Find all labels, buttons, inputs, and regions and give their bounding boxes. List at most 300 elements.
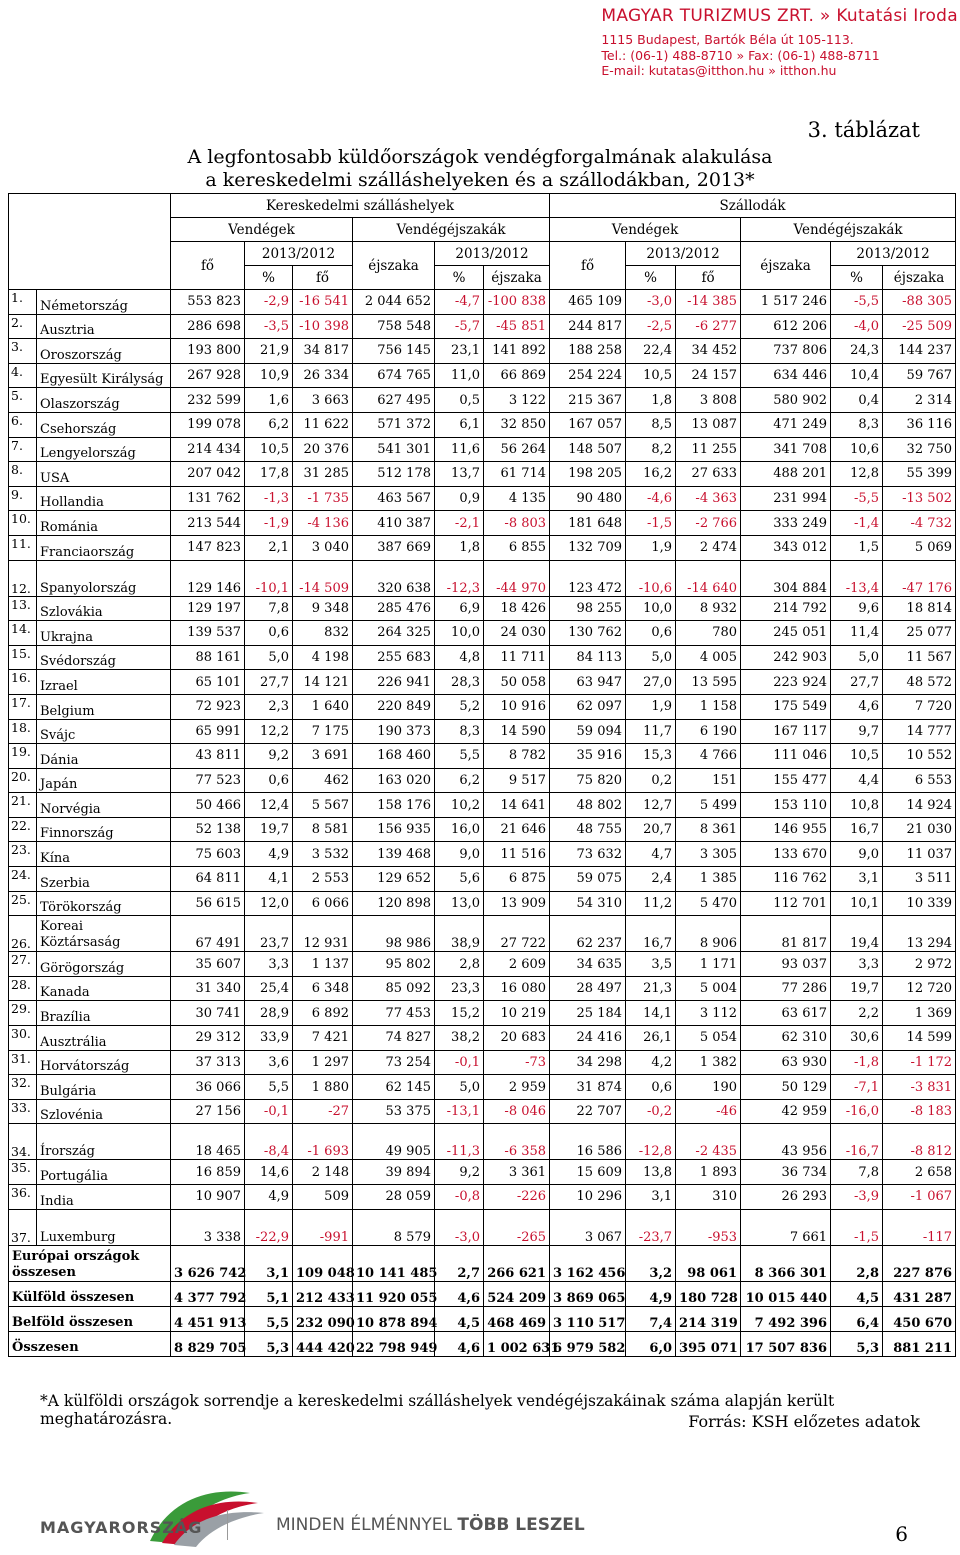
row-index: 27. [9, 952, 37, 977]
cell-value: 77 453 [353, 1001, 435, 1026]
cell-value: 50 129 [741, 1075, 831, 1100]
row-index: 26. [9, 916, 37, 952]
cell-value: 226 941 [353, 670, 435, 695]
cell-value: -8 183 [883, 1099, 956, 1124]
cell-value: -265 [484, 1209, 550, 1245]
cell-value: 14 121 [293, 670, 353, 695]
cell-value: 14,1 [626, 1001, 676, 1026]
cell-value: 2 972 [883, 952, 956, 977]
table-row [9, 437, 956, 462]
summary-row [9, 1306, 956, 1331]
table-row [9, 842, 956, 867]
cell-value: 10,5 [831, 744, 883, 769]
summary-value: 3,2 [626, 1245, 676, 1281]
cell-value: 9,7 [831, 719, 883, 744]
table-row [9, 1209, 956, 1245]
cell-value: 3 691 [293, 744, 353, 769]
cell-value: -5,5 [831, 486, 883, 511]
cell-value: 10,5 [626, 363, 676, 388]
cell-value: 31 340 [171, 976, 245, 1001]
cell-value: 5,0 [626, 645, 676, 670]
cell-value: 22,4 [626, 339, 676, 364]
cell-value: 10,9 [245, 363, 293, 388]
cell-value: 27 722 [484, 916, 550, 952]
table-row [9, 462, 956, 487]
cell-value: 5,0 [435, 1075, 484, 1100]
cell-value: 12,0 [245, 891, 293, 916]
cell-value: -10,1 [245, 560, 293, 596]
cell-value: 11,6 [435, 437, 484, 462]
country-name: Koreai Köztársaság [37, 916, 171, 952]
cell-value: 264 325 [353, 621, 435, 646]
row-index: 36. [9, 1185, 37, 1210]
cell-value: -10,6 [626, 560, 676, 596]
cell-value: 93 037 [741, 952, 831, 977]
cell-value: 4,9 [245, 842, 293, 867]
cell-value: 98 986 [353, 916, 435, 952]
cell-value: 6,2 [245, 412, 293, 437]
cell-value: 512 178 [353, 462, 435, 487]
table-row [9, 817, 956, 842]
cell-value: 214 792 [741, 596, 831, 621]
cell-value: 6 190 [676, 719, 741, 744]
cell-value: 220 849 [353, 694, 435, 719]
summary-value: 524 209 [484, 1281, 550, 1306]
country-name: Japán [37, 768, 171, 793]
cell-value: 11 622 [293, 412, 353, 437]
cell-value: 14 777 [883, 719, 956, 744]
cell-value: 5,0 [245, 645, 293, 670]
cell-value: 36 116 [883, 412, 956, 437]
country-name: Franciaország [37, 535, 171, 560]
summary-value: 881 211 [883, 1331, 956, 1356]
cell-value: 95 802 [353, 952, 435, 977]
row-index: 12. [9, 560, 37, 596]
cell-value: 10,5 [245, 437, 293, 462]
cell-value: 2 658 [883, 1160, 956, 1185]
cell-value: 674 765 [353, 363, 435, 388]
country-name: Kína [37, 842, 171, 867]
cell-value: -6 358 [484, 1124, 550, 1160]
cell-value: 36 734 [741, 1160, 831, 1185]
cell-value: -25 509 [883, 314, 956, 339]
cell-value: 53 375 [353, 1099, 435, 1124]
cell-value: 190 [676, 1075, 741, 1100]
cell-value: 85 092 [353, 976, 435, 1001]
cell-value: 207 042 [171, 462, 245, 487]
table-row [9, 867, 956, 892]
row-index: 24. [9, 867, 37, 892]
company-name: MAGYAR TURIZMUS ZRT. » Kutatási Iroda [601, 6, 958, 26]
cell-value: 14 599 [883, 1026, 956, 1051]
cell-value: 1 640 [293, 694, 353, 719]
cell-value: 16,7 [831, 817, 883, 842]
cell-value: 25 077 [883, 621, 956, 646]
cell-value: 33,9 [245, 1026, 293, 1051]
cell-value: 38,9 [435, 916, 484, 952]
cell-value: 129 197 [171, 596, 245, 621]
cell-value: -11,3 [435, 1124, 484, 1160]
header-nights-1: Vendégéjszakák [353, 218, 550, 242]
country-name: Szlovákia [37, 596, 171, 621]
cell-value: 5 069 [883, 535, 956, 560]
country-name: Svájc [37, 719, 171, 744]
data-table [8, 193, 956, 1357]
cell-value: 52 138 [171, 817, 245, 842]
row-index: 35. [9, 1160, 37, 1185]
cell-value: 14 590 [484, 719, 550, 744]
row-index: 29. [9, 1001, 37, 1026]
country-name: Törökország [37, 891, 171, 916]
country-name: Olaszország [37, 388, 171, 413]
cell-value: -117 [883, 1209, 956, 1245]
cell-value: 244 817 [550, 314, 626, 339]
cell-value: 11,7 [626, 719, 676, 744]
row-index: 20. [9, 768, 37, 793]
table-row [9, 1124, 956, 1160]
cell-value: 26,1 [626, 1026, 676, 1051]
cell-value: 21 030 [883, 817, 956, 842]
header-guests-1: Vendégek [171, 218, 353, 242]
summary-value: 109 048 [293, 1245, 353, 1281]
cell-value: -10 398 [293, 314, 353, 339]
cell-value: 2 553 [293, 867, 353, 892]
cell-value: 8 782 [484, 744, 550, 769]
summary-value: 11 920 055 [353, 1281, 435, 1306]
cell-value: -1,5 [831, 1209, 883, 1245]
cell-value: 16 080 [484, 976, 550, 1001]
table-row [9, 719, 956, 744]
table-row [9, 670, 956, 695]
summary-value: 8 366 301 [741, 1245, 831, 1281]
cell-value: 26 293 [741, 1185, 831, 1210]
table-row [9, 511, 956, 536]
cell-value: 0,6 [245, 621, 293, 646]
ribbon-logo-icon [130, 1479, 330, 1549]
cell-value: 25 184 [550, 1001, 626, 1026]
cell-value: -226 [484, 1185, 550, 1210]
country-name: Németország [37, 290, 171, 315]
cell-value: -1 067 [883, 1185, 956, 1210]
cell-value: 10,0 [435, 621, 484, 646]
cell-value: 3 663 [293, 388, 353, 413]
cell-value: 12 720 [883, 976, 956, 1001]
summary-value: 3 110 517 [550, 1306, 626, 1331]
cell-value: 4,6 [831, 694, 883, 719]
cell-value: 156 935 [353, 817, 435, 842]
cell-value: 151 [676, 768, 741, 793]
cell-value: -14 509 [293, 560, 353, 596]
cell-value: 343 012 [741, 535, 831, 560]
cell-value: 43 811 [171, 744, 245, 769]
summary-label: Külföld összesen [9, 1281, 171, 1306]
summary-row [9, 1245, 956, 1281]
cell-value: 65 101 [171, 670, 245, 695]
cell-value: 24 157 [676, 363, 741, 388]
header-pct: % [245, 266, 293, 290]
summary-value: 6,0 [626, 1331, 676, 1356]
cell-value: -46 [676, 1099, 741, 1124]
cell-value: 16 586 [550, 1124, 626, 1160]
cell-value: -14 640 [676, 560, 741, 596]
cell-value: 75 603 [171, 842, 245, 867]
cell-value: 333 249 [741, 511, 831, 536]
cell-value: 3,6 [245, 1050, 293, 1075]
cell-value: 153 110 [741, 793, 831, 818]
summary-value: 5,3 [831, 1331, 883, 1356]
cell-value: 3,1 [831, 867, 883, 892]
cell-value: 27,7 [245, 670, 293, 695]
cell-value: -3,0 [435, 1209, 484, 1245]
row-index: 4. [9, 363, 37, 388]
cell-value: 43 956 [741, 1124, 831, 1160]
cell-value: 18 465 [171, 1124, 245, 1160]
header-period-3: 2013/2012 [626, 242, 741, 266]
cell-value: 193 800 [171, 339, 245, 364]
cell-value: 5 470 [676, 891, 741, 916]
summary-value: 227 876 [883, 1245, 956, 1281]
cell-value: 24 030 [484, 621, 550, 646]
cell-value: 320 638 [353, 560, 435, 596]
cell-value: -2,1 [435, 511, 484, 536]
cell-value: 48 802 [550, 793, 626, 818]
cell-value: -88 305 [883, 290, 956, 315]
cell-value: 571 372 [353, 412, 435, 437]
cell-value: 2,3 [245, 694, 293, 719]
table-row [9, 891, 956, 916]
cell-value: -0,8 [435, 1185, 484, 1210]
summary-value: 10 878 894 [353, 1306, 435, 1331]
cell-value: 11,2 [626, 891, 676, 916]
cell-value: 55 399 [883, 462, 956, 487]
table-label: 3. táblázat [807, 118, 920, 142]
cell-value: -0,2 [626, 1099, 676, 1124]
table-row [9, 916, 956, 952]
row-index: 30. [9, 1026, 37, 1051]
cell-value: 198 205 [550, 462, 626, 487]
cell-value: 832 [293, 621, 353, 646]
cell-value: 10,0 [626, 596, 676, 621]
cell-value: 11 255 [676, 437, 741, 462]
header-pct: % [831, 266, 883, 290]
cell-value: -45 851 [484, 314, 550, 339]
header-period-1: 2013/2012 [245, 242, 353, 266]
cell-value: 780 [676, 621, 741, 646]
cell-value: -16,0 [831, 1099, 883, 1124]
country-name: Kanada [37, 976, 171, 1001]
cell-value: 10,8 [831, 793, 883, 818]
cell-value: 2 148 [293, 1160, 353, 1185]
cell-value: -4 732 [883, 511, 956, 536]
cell-value: 11 516 [484, 842, 550, 867]
cell-value: -1 693 [293, 1124, 353, 1160]
country-name: Csehország [37, 412, 171, 437]
cell-value: 10 339 [883, 891, 956, 916]
cell-value: 20,7 [626, 817, 676, 842]
cell-value: 2 959 [484, 1075, 550, 1100]
cell-value: 10,6 [831, 437, 883, 462]
row-index: 10. [9, 511, 37, 536]
cell-value: 3 808 [676, 388, 741, 413]
cell-value: 27,7 [831, 670, 883, 695]
cell-value: 9,2 [245, 744, 293, 769]
country-name: Ausztria [37, 314, 171, 339]
cell-value: -47 176 [883, 560, 956, 596]
cell-value: 4,8 [435, 645, 484, 670]
summary-value: 5,5 [245, 1306, 293, 1331]
cell-value: 18 426 [484, 596, 550, 621]
summary-value: 17 507 836 [741, 1331, 831, 1356]
row-index: 15. [9, 645, 37, 670]
cell-value: -14 385 [676, 290, 741, 315]
table-row [9, 1050, 956, 1075]
cell-value: 255 683 [353, 645, 435, 670]
cell-value: 5,5 [435, 744, 484, 769]
summary-value: 4,5 [831, 1281, 883, 1306]
cell-value: 267 928 [171, 363, 245, 388]
summary-value: 431 287 [883, 1281, 956, 1306]
cell-value: 6 066 [293, 891, 353, 916]
cell-value: 50 058 [484, 670, 550, 695]
cell-value: 3 067 [550, 1209, 626, 1245]
company-email: E-mail: kutatas@itthon.hu » itthon.hu [601, 63, 837, 78]
table-row [9, 486, 956, 511]
summary-value: 1 002 631 [484, 1331, 550, 1356]
cell-value: 4 766 [676, 744, 741, 769]
cell-value: 2 609 [484, 952, 550, 977]
cell-value: -953 [676, 1209, 741, 1245]
row-index: 1. [9, 290, 37, 315]
country-name: Bulgária [37, 1075, 171, 1100]
cell-value: -6 277 [676, 314, 741, 339]
cell-value: 24 416 [550, 1026, 626, 1051]
cell-value: 12,2 [245, 719, 293, 744]
summary-label: Európai országok összesen [9, 1245, 171, 1281]
cell-value: -8 812 [883, 1124, 956, 1160]
cell-value: 758 548 [353, 314, 435, 339]
cell-value: 64 811 [171, 867, 245, 892]
cell-value: 12 931 [293, 916, 353, 952]
cell-value: 3 511 [883, 867, 956, 892]
cell-value: 42 959 [741, 1099, 831, 1124]
cell-value: 13 294 [883, 916, 956, 952]
cell-value: -1,3 [245, 486, 293, 511]
cell-value: 63 947 [550, 670, 626, 695]
cell-value: 63 617 [741, 1001, 831, 1026]
cell-value: 11 037 [883, 842, 956, 867]
country-name: Luxemburg [37, 1209, 171, 1245]
cell-value: 0,6 [245, 768, 293, 793]
cell-value: 3 305 [676, 842, 741, 867]
cell-value: 34 817 [293, 339, 353, 364]
cell-value: -0,1 [435, 1050, 484, 1075]
country-name: Románia [37, 511, 171, 536]
cell-value: -2,9 [245, 290, 293, 315]
cell-value: 0,6 [626, 621, 676, 646]
table-row [9, 621, 956, 646]
table-row [9, 976, 956, 1001]
row-index: 13. [9, 596, 37, 621]
cell-value: 11 567 [883, 645, 956, 670]
cell-value: 37 313 [171, 1050, 245, 1075]
summary-value: 5,3 [245, 1331, 293, 1356]
table-row [9, 1001, 956, 1026]
cell-value: 35 607 [171, 952, 245, 977]
footer-slogan: MINDEN ÉLMÉNNYEL TÖBB LESZEL [276, 1515, 585, 1535]
cell-value: 30,6 [831, 1026, 883, 1051]
cell-value: -8,4 [245, 1124, 293, 1160]
cell-value: 10 552 [883, 744, 956, 769]
country-name: Hollandia [37, 486, 171, 511]
cell-value: -16 541 [293, 290, 353, 315]
cell-value: 13,8 [626, 1160, 676, 1185]
cell-value: 98 255 [550, 596, 626, 621]
cell-value: 163 020 [353, 768, 435, 793]
cell-value: 144 237 [883, 339, 956, 364]
cell-value: 155 477 [741, 768, 831, 793]
cell-value: 285 476 [353, 596, 435, 621]
cell-value: 19,4 [831, 916, 883, 952]
cell-value: 148 507 [550, 437, 626, 462]
cell-value: 20 376 [293, 437, 353, 462]
cell-value: 223 924 [741, 670, 831, 695]
table-row [9, 1185, 956, 1210]
header-fo-1: fő [171, 242, 245, 290]
cell-value: 304 884 [741, 560, 831, 596]
cell-value: 11 711 [484, 645, 550, 670]
table-row [9, 290, 956, 315]
cell-value: 462 [293, 768, 353, 793]
summary-value: 6 979 582 [550, 1331, 626, 1356]
summary-value: 8 829 705 [171, 1331, 245, 1356]
table-row [9, 952, 956, 977]
cell-value: 25,4 [245, 976, 293, 1001]
cell-value: -5,7 [435, 314, 484, 339]
summary-value: 4 451 913 [171, 1306, 245, 1331]
cell-value: 9,0 [435, 842, 484, 867]
cell-value: 32 750 [883, 437, 956, 462]
header-fo-sub: fő [676, 266, 741, 290]
cell-value: 28,9 [245, 1001, 293, 1026]
summary-value: 3 162 456 [550, 1245, 626, 1281]
cell-value: 62 310 [741, 1026, 831, 1051]
row-index: 28. [9, 976, 37, 1001]
cell-value: 2,1 [245, 535, 293, 560]
cell-value: 10,1 [831, 891, 883, 916]
cell-value: 32 850 [484, 412, 550, 437]
cell-value: -100 838 [484, 290, 550, 315]
cell-value: -4,7 [435, 290, 484, 315]
row-index: 31. [9, 1050, 37, 1075]
cell-value: 0,6 [626, 1075, 676, 1100]
cell-value: 4 135 [484, 486, 550, 511]
cell-value: -1,5 [626, 511, 676, 536]
cell-value: 19,7 [245, 817, 293, 842]
cell-value: -2 766 [676, 511, 741, 536]
cell-value: -5,5 [831, 290, 883, 315]
cell-value: -13 502 [883, 486, 956, 511]
cell-value: 4,9 [245, 1185, 293, 1210]
summary-value: 2,8 [831, 1245, 883, 1281]
cell-value: 175 549 [741, 694, 831, 719]
country-name: Lengyelország [37, 437, 171, 462]
summary-value: 7 492 396 [741, 1306, 831, 1331]
cell-value: 13 909 [484, 891, 550, 916]
cell-value: 54 310 [550, 891, 626, 916]
cell-value: 48 755 [550, 817, 626, 842]
cell-value: -3,5 [245, 314, 293, 339]
cell-value: 199 078 [171, 412, 245, 437]
